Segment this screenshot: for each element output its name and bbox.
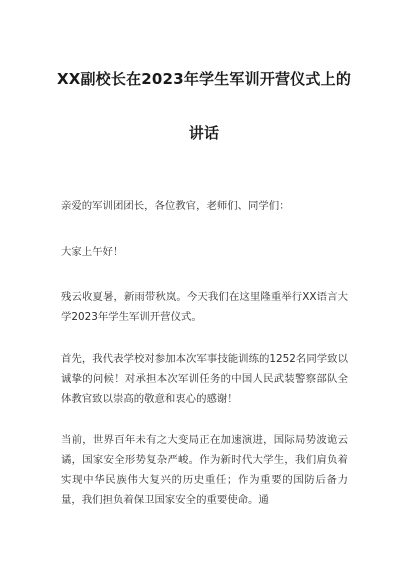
gratitude-paragraph: 首先，我代表学校对参加本次军事技能训练的1252名同学致以诚挚的问候！对承担本次军训任务的中国人民武装警察部队全体教官致以崇高的敬意和衷心的感谢！ bbox=[61, 353, 348, 405]
context-paragraph: 当前，世界百年未有之大变局正在加速演进，国际局势波诡云谲，国家安全形势复杂严峻。作为新时代大学生，我们肩负着实现中华民族伟大复兴的历史重任；作为重要的国防后备力量，我们担负着保卫国家安全的重要使命。通 bbox=[61, 434, 348, 506]
greeting-paragraph: 大家上午好！ bbox=[61, 246, 124, 258]
document-title-line-1: XX副校长在2023年学生军训开营仪式上的 bbox=[56, 70, 352, 88]
salutation-paragraph: 亲爱的军训团团长，各位教官，老师们、同学们： bbox=[61, 200, 290, 212]
opening-paragraph: 残云收夏暑，新雨带秋岚。今天我们在这里隆重举行XX语言大学2023年学生军训开营仪式。 bbox=[61, 291, 348, 323]
document-title-line-2: 讲话 bbox=[188, 124, 220, 142]
